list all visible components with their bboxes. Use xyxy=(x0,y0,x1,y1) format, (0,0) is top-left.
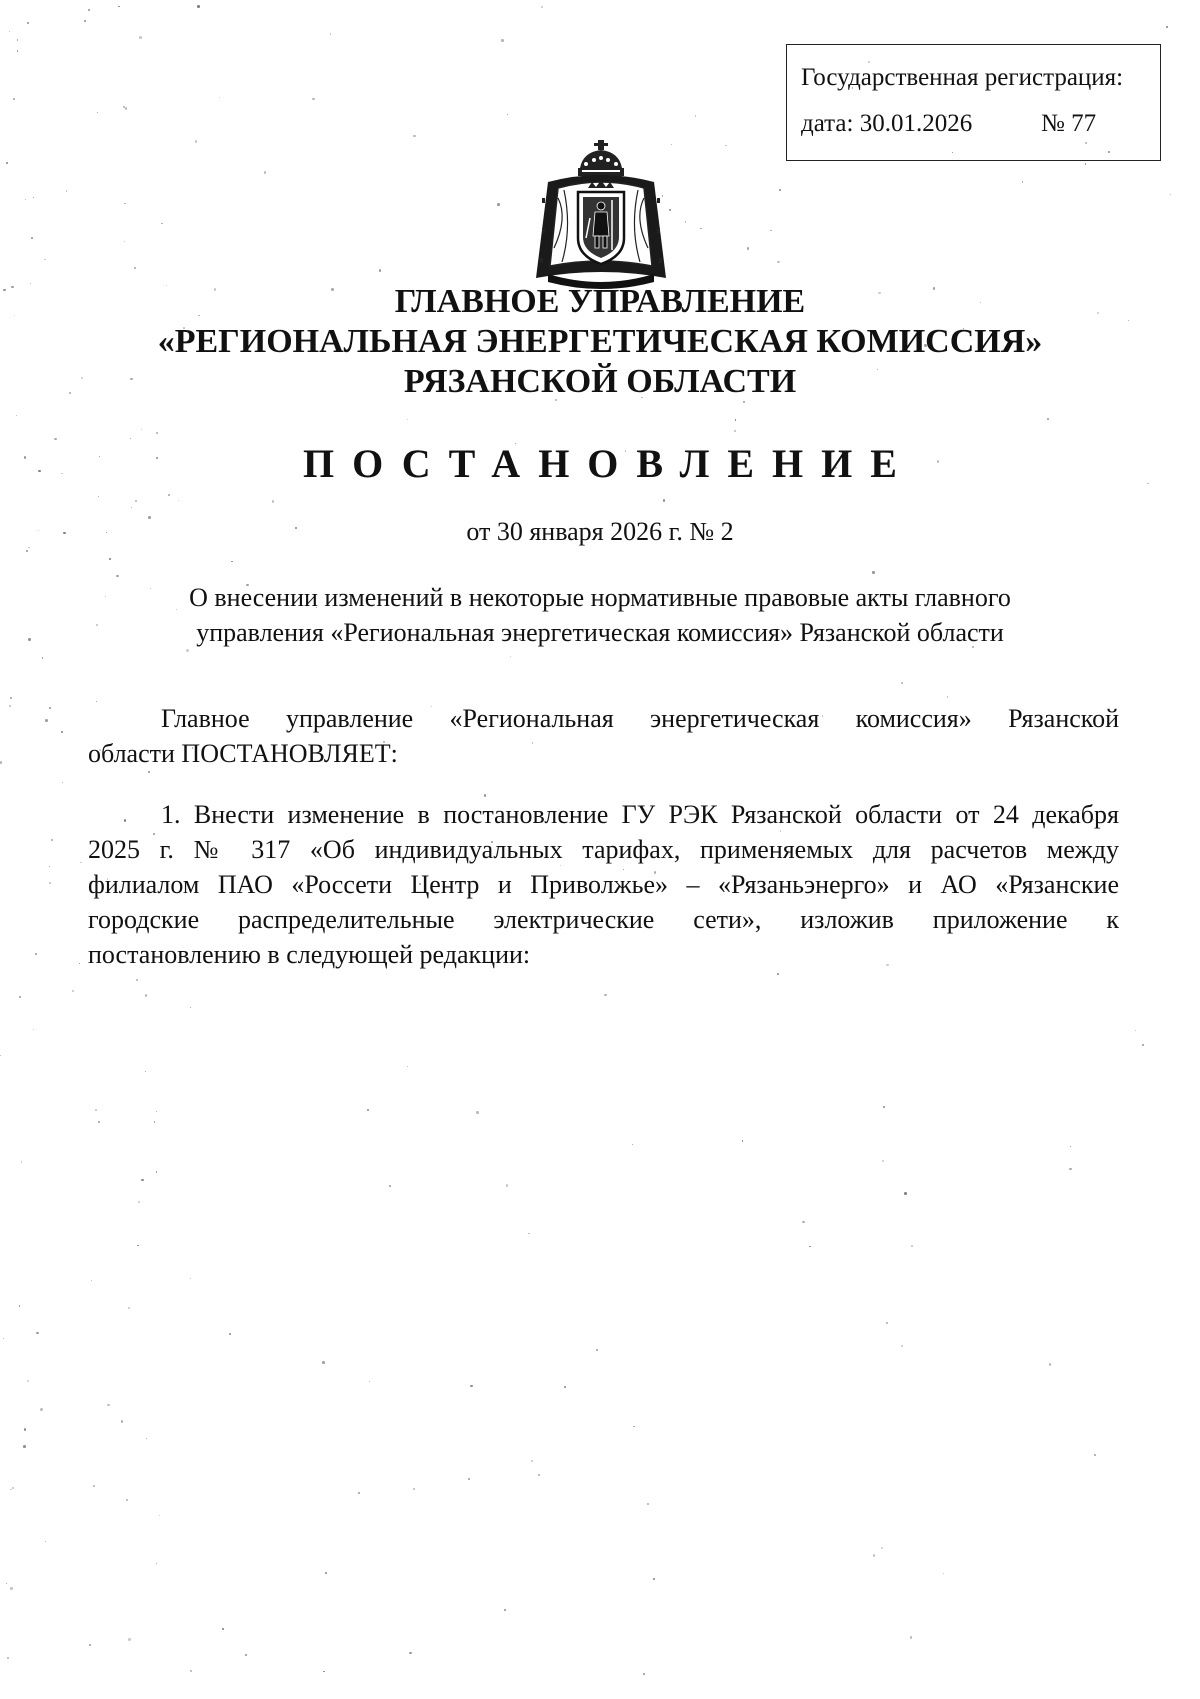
scan-speck xyxy=(501,39,504,42)
scan-speck xyxy=(190,1278,191,1279)
scan-speck xyxy=(27,22,29,24)
scan-speck xyxy=(36,1332,39,1335)
scan-speck xyxy=(62,782,63,783)
scan-speck xyxy=(1085,163,1086,164)
scan-speck xyxy=(1094,1454,1096,1456)
scan-speck xyxy=(777,261,779,263)
decree-title: ПОСТАНОВЛЕНИЕ xyxy=(303,441,915,486)
scan-speck xyxy=(245,1654,247,1656)
scan-speck xyxy=(107,1404,110,1407)
registration-stamp xyxy=(786,44,1161,161)
scan-speck xyxy=(528,1233,530,1235)
scan-speck xyxy=(121,1420,124,1423)
scan-speck xyxy=(27,1380,29,1382)
scan-speck xyxy=(272,500,274,502)
scan-speck xyxy=(148,771,150,773)
ryazan-coat-of-arms-icon xyxy=(528,138,674,294)
scan-speck xyxy=(128,1307,130,1309)
scan-speck xyxy=(1166,26,1168,28)
scan-speck xyxy=(98,496,99,497)
scan-speck xyxy=(330,33,332,35)
item-1-line-4: городские распределительные электрические сети», изложив приложение к xyxy=(88,905,1119,934)
scan-speck xyxy=(126,1499,129,1502)
scan-speck xyxy=(653,1578,655,1580)
scan-speck xyxy=(1022,181,1024,183)
scan-speck xyxy=(663,499,666,502)
scan-speck xyxy=(322,1361,325,1364)
scan-speck xyxy=(0,761,2,763)
scan-speck xyxy=(125,107,128,110)
intro-line-1: Главное управление «Региональная энергетическая комиссия» Рязанской xyxy=(161,704,1119,733)
scan-speck xyxy=(161,223,163,225)
scan-speck xyxy=(97,112,98,113)
scan-speck xyxy=(470,1385,473,1388)
scan-speck xyxy=(156,1171,157,1172)
scan-speck xyxy=(6,162,8,164)
scan-speck xyxy=(747,247,750,250)
scan-speck xyxy=(872,571,875,574)
intro-paragraph xyxy=(88,701,1119,771)
scan-speck xyxy=(476,1111,479,1114)
scan-speck xyxy=(734,430,736,432)
scan-speck xyxy=(38,470,41,473)
scan-speck xyxy=(413,1488,415,1490)
item-1-line-1: 1. Внести изменение в постановление ГУ РЭК Рязанской области от 24 декабря xyxy=(161,800,1119,829)
scan-speck xyxy=(596,1349,598,1351)
scan-speck xyxy=(16,415,17,416)
registration-date: дата: 30.01.2026 xyxy=(801,110,973,137)
scan-speck xyxy=(98,1121,100,1123)
scan-speck xyxy=(7,1657,9,1659)
scan-speck xyxy=(49,707,51,709)
scan-speck xyxy=(531,1460,533,1462)
scan-speck xyxy=(9,31,10,32)
scan-speck xyxy=(10,1587,13,1590)
scan-speck xyxy=(35,953,37,955)
scan-speck xyxy=(643,1673,645,1675)
scan-speck xyxy=(19,1305,21,1307)
scan-speck xyxy=(28,547,30,549)
scan-speck xyxy=(124,241,125,242)
scan-speck xyxy=(407,1066,408,1067)
scan-speck xyxy=(49,866,51,868)
scan-speck xyxy=(45,719,48,722)
scan-speck xyxy=(468,1478,470,1480)
scan-speck xyxy=(901,1345,903,1347)
scan-speck xyxy=(156,1563,158,1565)
scan-speck xyxy=(17,39,18,40)
subject-line-2: управления «Региональная энергетическая комиссия» Рязанской области xyxy=(196,618,1004,647)
scan-speck xyxy=(95,1109,97,1111)
scan-speck xyxy=(128,1638,131,1641)
agency-name-line-3: РЯЗАНСКОЙ ОБЛАСТИ xyxy=(403,363,797,400)
scan-speck xyxy=(13,98,15,100)
scan-speck xyxy=(904,1192,907,1195)
scan-speck xyxy=(93,1485,95,1487)
scan-speck xyxy=(156,1111,157,1112)
scan-speck xyxy=(168,494,170,496)
scan-speck xyxy=(222,1628,223,1629)
scan-speck xyxy=(72,990,74,992)
scan-speck xyxy=(31,237,33,239)
scan-speck xyxy=(369,1381,371,1383)
scan-speck xyxy=(33,197,35,199)
scan-speck xyxy=(137,1245,139,1247)
scan-speck xyxy=(735,419,736,420)
scan-speck xyxy=(131,507,132,508)
scan-speck xyxy=(497,203,500,206)
scan-speck xyxy=(725,145,727,147)
scan-speck xyxy=(1070,1146,1072,1148)
agency-name-line-1: ГЛАВНОЕ УПРАВЛЕНИЕ xyxy=(394,283,806,320)
scan-speck xyxy=(96,624,98,626)
scan-speck xyxy=(190,1007,191,1008)
scan-speck xyxy=(538,1474,540,1476)
scan-speck xyxy=(118,6,119,7)
scan-speck xyxy=(367,1109,369,1111)
scan-speck xyxy=(1047,418,1049,420)
scan-speck xyxy=(541,6,543,8)
scan-speck xyxy=(886,1322,888,1324)
scan-speck xyxy=(80,862,82,864)
scan-speck xyxy=(1049,1363,1051,1365)
scan-speck xyxy=(109,558,110,559)
subject-line-1: О внесении изменений в некоторые нормативные правовые акты главного xyxy=(189,583,1011,612)
scan-speck xyxy=(633,1426,635,1428)
scan-speck xyxy=(881,1547,883,1549)
scan-speck xyxy=(26,550,28,552)
scan-speck xyxy=(777,973,779,975)
scan-speck xyxy=(145,1071,147,1073)
scan-speck xyxy=(1147,483,1148,484)
item-1-line-2: 2025 г. № 317 «Об индивидуальных тарифах, применяемых для расчетов между xyxy=(88,835,1119,864)
scan-speck xyxy=(883,1106,885,1108)
decree-subject xyxy=(100,580,1100,650)
scan-speck xyxy=(882,1160,884,1162)
scan-speck xyxy=(88,9,90,11)
scan-speck xyxy=(943,1573,944,1574)
scan-speck xyxy=(947,696,948,697)
scan-speck xyxy=(700,228,702,230)
scan-speck xyxy=(10,697,12,699)
scan-speck xyxy=(28,638,31,641)
scan-speck xyxy=(379,269,382,272)
scan-speck xyxy=(84,20,86,22)
scan-speck xyxy=(190,1670,192,1672)
scan-speck xyxy=(138,1201,140,1203)
scan-speck xyxy=(197,5,200,8)
scan-speck xyxy=(89,1644,91,1646)
scan-speck xyxy=(647,1503,649,1505)
scan-speck xyxy=(45,1541,46,1542)
scan-speck xyxy=(156,432,158,434)
scan-speck xyxy=(130,438,131,439)
scan-speck xyxy=(604,994,606,996)
scan-speck xyxy=(146,1438,147,1439)
scan-speck xyxy=(30,283,32,285)
item-1-line-3: филиалом ПАО «Россети Центр и Приволжье» – «Рязаньэнерго» и АО «Рязанские xyxy=(88,870,1119,899)
scan-speck xyxy=(873,1554,876,1557)
scan-speck xyxy=(42,657,43,658)
scan-speck xyxy=(770,230,771,231)
scan-speck xyxy=(124,203,126,205)
scan-speck xyxy=(134,267,136,269)
scan-speck xyxy=(779,189,781,191)
scan-speck xyxy=(802,1221,805,1224)
scan-speck xyxy=(24,1428,27,1431)
scan-speck xyxy=(44,259,46,261)
scan-speck xyxy=(38,530,39,531)
scan-speck xyxy=(51,839,53,841)
scan-speck xyxy=(358,1492,360,1494)
scan-speck xyxy=(91,1280,92,1281)
scan-speck xyxy=(14,315,16,317)
scan-speck xyxy=(17,50,19,52)
scan-speck xyxy=(139,36,142,39)
registration-title: Государственная регистрация: xyxy=(801,64,1124,91)
scan-speck xyxy=(1142,1044,1144,1046)
scan-speck xyxy=(195,140,198,143)
scan-speck xyxy=(504,1609,506,1611)
scan-speck xyxy=(506,1184,508,1186)
scan-speck xyxy=(695,115,697,117)
scan-speck xyxy=(6,1583,7,1584)
scan-speck xyxy=(54,438,57,441)
scan-speck xyxy=(3,1338,4,1339)
scan-speck xyxy=(910,1636,913,1639)
scan-speck xyxy=(632,1144,633,1145)
scan-speck xyxy=(0,1055,1,1056)
scan-speck xyxy=(145,994,148,997)
scan-speck xyxy=(79,963,81,965)
scan-speck xyxy=(911,1245,913,1247)
scan-speck xyxy=(154,1121,156,1123)
scan-speck xyxy=(24,456,27,459)
scan-speck xyxy=(159,1515,161,1517)
scan-speck xyxy=(19,996,21,998)
scan-speck xyxy=(1135,1030,1137,1032)
scan-speck xyxy=(116,575,119,578)
scan-speck xyxy=(1069,1168,1072,1171)
scan-speck xyxy=(40,1408,43,1411)
scan-speck xyxy=(178,500,179,501)
scan-speck xyxy=(136,979,138,981)
scan-speck xyxy=(510,656,511,657)
scan-speck xyxy=(135,500,137,502)
scan-speck xyxy=(264,171,267,174)
scan-speck xyxy=(141,429,143,431)
decree-date: от 30 января 2026 г. № 2 xyxy=(466,517,734,546)
scan-speck xyxy=(229,1333,231,1335)
scan-speck xyxy=(23,1445,26,1448)
scan-speck xyxy=(3,289,5,291)
scan-speck xyxy=(901,682,903,684)
scan-speck xyxy=(742,1140,744,1142)
scan-speck xyxy=(407,419,408,420)
agency-name-line-2: «РЕГИОНАЛЬНАЯ ЭНЕРГЕТИЧЕСКАЯ КОМИССИЯ» xyxy=(157,323,1043,360)
scan-speck xyxy=(325,1572,327,1574)
scan-speck xyxy=(9,705,11,707)
item-1-line-5: постановлению в следующей редакции: xyxy=(88,940,531,969)
scan-speck xyxy=(61,731,63,733)
scan-speck xyxy=(809,1246,811,1248)
scan-speck xyxy=(33,1029,34,1030)
scan-speck xyxy=(312,98,314,100)
item-1-paragraph xyxy=(88,797,1119,972)
scan-speck xyxy=(231,561,233,563)
scan-speck xyxy=(409,1652,412,1655)
intro-line-2: области ПОСТАНОВЛЯЕТ: xyxy=(88,739,398,768)
scan-speck xyxy=(564,1386,566,1388)
scan-speck xyxy=(11,286,14,289)
scan-speck xyxy=(141,1179,143,1181)
scan-speck xyxy=(685,221,687,223)
scan-speck xyxy=(49,882,51,884)
scan-speck xyxy=(66,190,68,192)
scan-speck xyxy=(389,1185,391,1187)
scan-speck xyxy=(25,199,26,200)
scan-speck xyxy=(1170,194,1172,196)
registration-number: № 77 xyxy=(1041,110,1097,137)
scan-speck xyxy=(10,1489,11,1490)
scan-speck xyxy=(219,97,220,98)
scan-speck xyxy=(12,1487,15,1490)
scan-speck xyxy=(323,1671,325,1673)
scan-speck xyxy=(21,1161,22,1162)
scan-speck xyxy=(507,114,508,115)
scan-speck xyxy=(413,135,416,138)
